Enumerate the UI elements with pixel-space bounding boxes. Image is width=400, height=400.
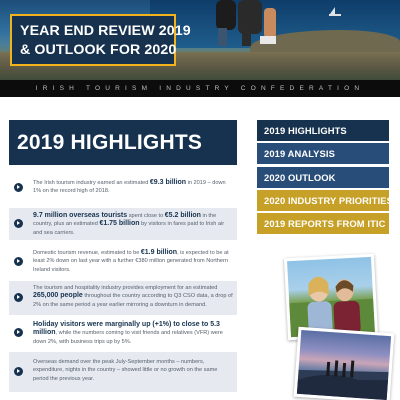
hero-sailboat	[328, 7, 342, 17]
arrow-bullet-icon	[14, 183, 23, 192]
arrow-bullet-icon	[14, 367, 23, 376]
highlight-item-6	[9, 352, 237, 392]
arrow-bullet-icon	[14, 219, 23, 228]
organisation-band	[0, 80, 400, 97]
highlight-text-1: The Irish tourism industry earned an estimated €9.3 billion in 2019 – down 1% on the record high of 2018.	[33, 179, 226, 195]
hero-banner	[0, 0, 400, 80]
nav-item-2019-analysis[interactable]: 2019 ANALYSIS	[257, 143, 389, 164]
highlight-text-2: 9.7 million overseas tourists spent close to €5.2 billion in the country, plus an estimated €1.75 billion by visitors in fares paid to Irish air and sea carriers.	[33, 212, 225, 236]
highlight-item-5	[9, 319, 237, 347]
report-title-line-1: YEAR END REVIEW 2019	[20, 23, 191, 39]
highlight-text-5: Holiday visitors were marginally up (+1%) to close to 5.3 million, while the numbers coming to visit friends and relatives (VFR) were down 2%, with business trips up by 5%.	[33, 321, 223, 345]
highlight-item-3	[9, 246, 237, 276]
nav-item-2020-outlook[interactable]: 2020 OUTLOOK	[257, 167, 389, 188]
nav-item-2019-highlights[interactable]: 2019 HIGHLIGHTS	[257, 120, 389, 141]
arrow-bullet-icon	[14, 257, 23, 266]
highlights-heading	[9, 120, 237, 165]
coastal-hikers-photo	[294, 327, 395, 400]
highlight-text-4: The tourism and hospitality industry provides employment for an estimated 265,000 people throughout the country according to Q3 CSO data, a drop of 2% on the same period a year earlier mirroring a downturn in demand.	[33, 285, 233, 308]
nav-item-2020-industry-priorities[interactable]: 2020 INDUSTRY PRIORITIES	[257, 190, 389, 211]
hero-hikers-illustration	[208, 0, 280, 50]
section-navigation	[257, 120, 393, 236]
highlight-item-2	[9, 208, 237, 240]
photo-scene	[287, 257, 375, 337]
organisation-name: IRISH TOURISM INDUSTRY CONFEDERATION	[35, 85, 365, 92]
highlight-text-6: Overseas demand over the peak July-September months – numbers, expenditure, nights in the country – showed little or no growth on the same period the previous year.	[33, 359, 218, 382]
hikers-on-cliff-illustration	[297, 330, 391, 400]
report-title-box	[10, 14, 191, 66]
highlight-item-4	[9, 281, 237, 315]
arrow-bullet-icon	[14, 328, 23, 337]
report-title-line-2: & OUTLOOK FOR 2020	[20, 42, 177, 58]
arrow-bullet-icon	[14, 293, 23, 302]
highlight-text-3: Domestic tourism revenue, estimated to be €1.9 billion, is expected to be at least 2% down on last year with a further €380 million generated from Northern Ireland visitors.	[33, 249, 229, 273]
couple-illustration	[287, 257, 375, 337]
highlight-item-1	[9, 176, 237, 198]
nav-item-2019-reports-from-itic[interactable]: 2019 REPORTS FROM ITIC	[257, 213, 389, 234]
highlights-heading-text: 2019 HIGHLIGHTS	[17, 130, 203, 154]
photo-scene	[297, 330, 391, 400]
